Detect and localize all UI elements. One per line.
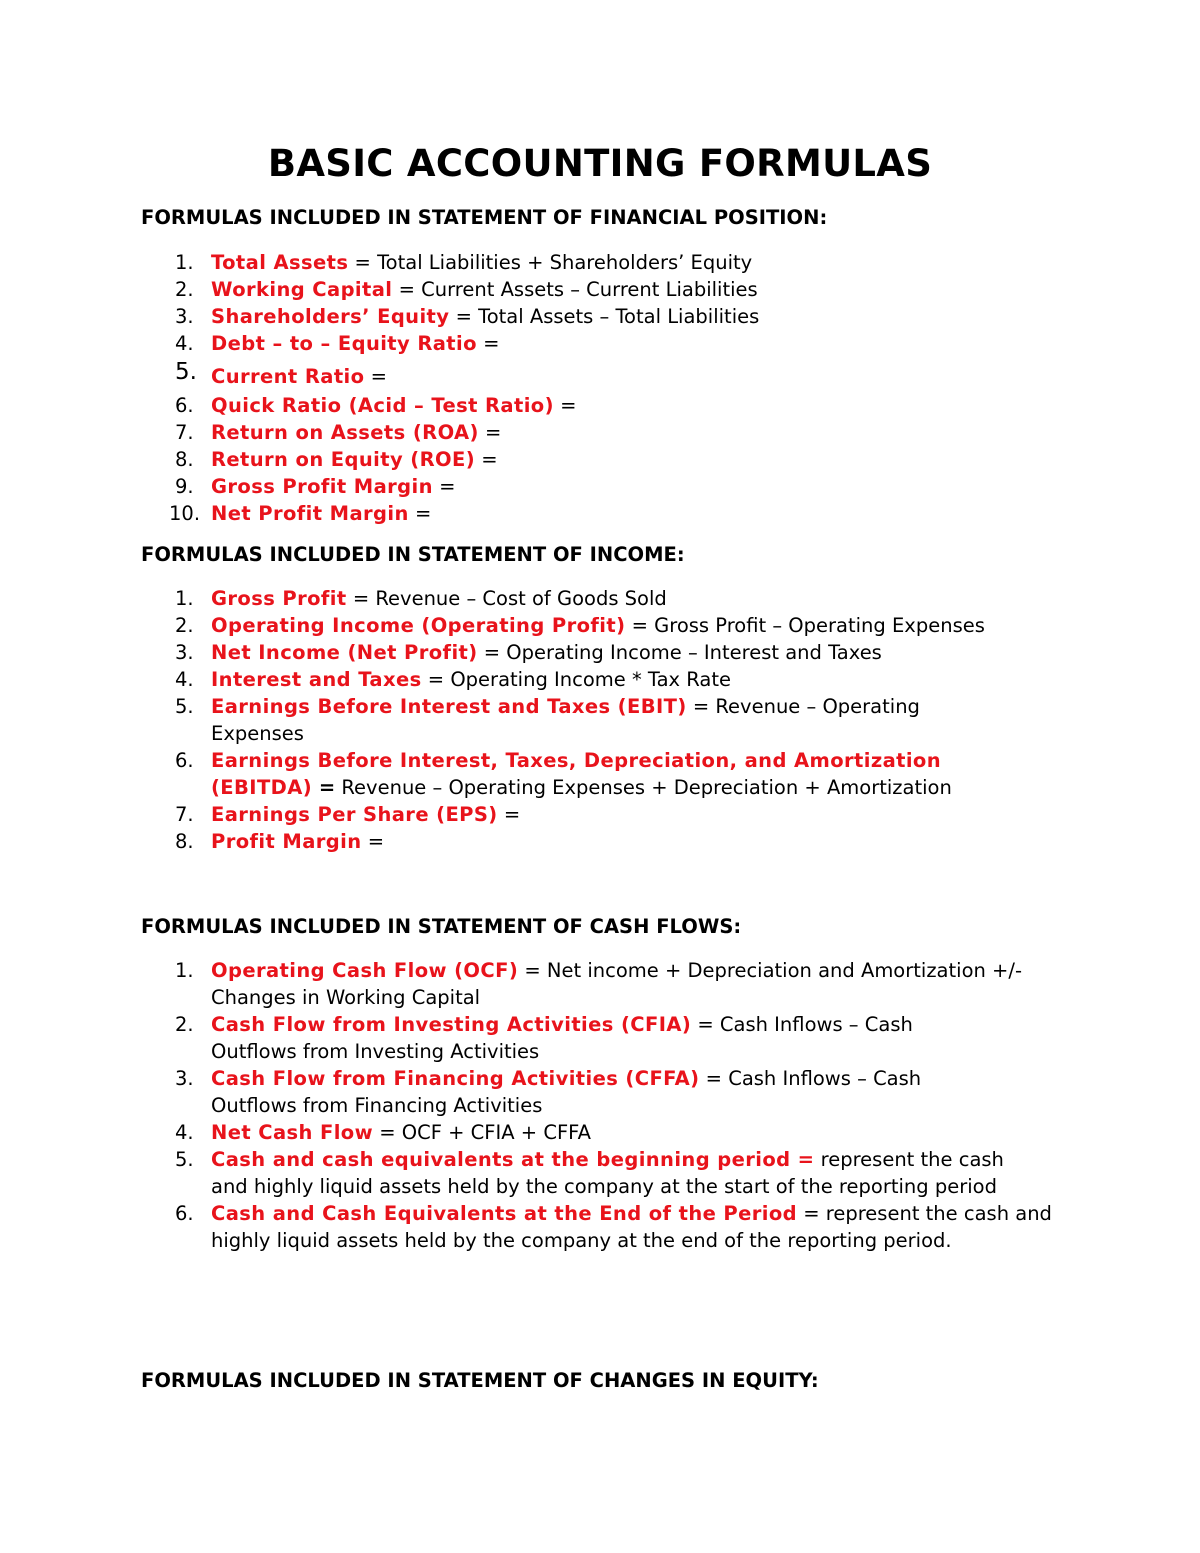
financial-position-formula-list [141, 249, 1071, 527]
formula-term: Net Cash Flow [211, 1121, 374, 1144]
list-number: 2. [175, 614, 194, 637]
formula-term: Cash and Cash Equivalents at the End of the Period [211, 1202, 798, 1225]
section-heading-changes-in-equity: FORMULAS INCLUDED IN STATEMENT OF CHANGES IN EQUITY: [141, 1369, 819, 1392]
formula-term: Current Ratio [211, 365, 365, 388]
list-number: 4. [175, 332, 194, 355]
list-number: 5. [175, 1148, 194, 1171]
list-item [141, 1146, 1021, 1200]
formula-term: Operating Income (Operating Profit) [211, 614, 626, 637]
formula-term: Total Assets [211, 251, 349, 274]
list-number: 6. [175, 749, 194, 772]
list-item [141, 639, 1071, 666]
formula-term: Net Profit Margin [211, 502, 409, 525]
formula-definition: = Gross Profit – Operating Expenses [625, 614, 985, 637]
formula-definition: = represent the cash and highly liquid assets held by the company at the end of the reporting period. [211, 1202, 1052, 1252]
list-number: 3. [175, 305, 194, 328]
formula-definition: = [497, 803, 521, 826]
list-item [141, 1200, 1061, 1254]
list-number: 5. [175, 359, 197, 385]
list-number: 4. [175, 668, 194, 691]
list-number: 1. [175, 587, 194, 610]
list-item [141, 357, 1071, 392]
formula-term: Cash Flow from Financing Activities (CFFA) [211, 1067, 700, 1090]
list-item [141, 330, 1071, 357]
list-item [141, 585, 1071, 612]
formula-definition: = Cash Inflows – Cash Outflows from Investing Activities [211, 1013, 913, 1063]
list-item [141, 249, 1071, 276]
formula-definition: = [475, 448, 498, 471]
list-item [141, 693, 981, 747]
formula-definition: = Operating Income – Interest and Taxes [477, 641, 882, 664]
formula-term: Interest and Taxes [211, 668, 422, 691]
formula-definition: = Revenue – Operating Expenses [211, 695, 920, 745]
formula-term: Earnings Per Share (EPS) [211, 803, 498, 826]
list-item [141, 419, 1071, 446]
list-number: 7. [175, 421, 194, 444]
page-title: BASIC ACCOUNTING FORMULAS [267, 142, 933, 185]
list-item [141, 1011, 981, 1065]
formula-definition: = [364, 365, 387, 388]
formula-term: Gross Profit Margin [211, 475, 433, 498]
list-number: 6. [175, 1202, 194, 1225]
formula-definition: = [432, 475, 456, 498]
formula-term: Cash Flow from Investing Activities (CFIA) [211, 1013, 692, 1036]
formula-term: Operating Cash Flow (OCF) [211, 959, 519, 982]
list-item [141, 276, 1071, 303]
formula-definition: = [408, 502, 432, 525]
list-item [141, 666, 1071, 693]
formula-definition: = Operating Income * Tax Rate [421, 668, 732, 691]
formula-term: Shareholders’ Equity [211, 305, 450, 328]
list-item [141, 747, 1041, 801]
formula-definition: Revenue – Operating Expenses + Depreciation + Amortization [335, 776, 952, 799]
formula-definition: represent the cash and highly liquid assets held by the company at the start of the reporting period [211, 1148, 1004, 1198]
section-heading-financial-position: FORMULAS INCLUDED IN STATEMENT OF FINANCIAL POSITION: [141, 206, 828, 229]
list-number: 8. [175, 830, 194, 853]
income-formula-list [141, 585, 1071, 855]
formula-term: Earnings Before Interest, Taxes, Depreciation, and Amortization (EBITDA) [211, 749, 942, 799]
list-number: 3. [175, 641, 194, 664]
list-item [141, 957, 1061, 1011]
list-number: 7. [175, 803, 194, 826]
list-item [141, 828, 1071, 855]
list-number: 2. [175, 1013, 194, 1036]
section-heading-cash-flows: FORMULAS INCLUDED IN STATEMENT OF CASH FLOWS: [141, 915, 742, 938]
list-item [141, 473, 1071, 500]
formula-definition: = [476, 332, 500, 355]
list-number: 10. [169, 502, 201, 525]
list-number: 6. [175, 394, 194, 417]
formula-term: Working Capital [211, 278, 393, 301]
formula-equals: = [312, 776, 336, 799]
formula-definition: = Cash Inflows – Cash Outflows from Financing Activities [211, 1067, 922, 1117]
formula-definition: = OCF + CFIA + CFFA [373, 1121, 591, 1144]
list-item [141, 1119, 1071, 1146]
list-number: 1. [175, 959, 194, 982]
formula-term: Return on Equity (ROE) [211, 448, 476, 471]
list-number: 3. [175, 1067, 194, 1090]
list-item [141, 801, 1071, 828]
formula-definition: = Total Assets – Total Liabilities [449, 305, 760, 328]
formula-term: Return on Assets (ROA) [211, 421, 479, 444]
list-number: 9. [175, 475, 194, 498]
list-item [141, 303, 1071, 330]
formula-term: Quick Ratio (Acid – Test Ratio) [211, 394, 554, 417]
list-number: 5. [175, 695, 194, 718]
list-item [141, 612, 1071, 639]
formula-term: Net Income (Net Profit) [211, 641, 478, 664]
formula-definition: = [361, 830, 385, 853]
formula-term: Gross Profit [211, 587, 347, 610]
formula-definition: = Total Liabilities + Shareholders’ Equity [348, 251, 753, 274]
formula-term: Profit Margin [211, 830, 362, 853]
formula-definition: = Revenue – Cost of Goods Sold [346, 587, 667, 610]
section-heading-income: FORMULAS INCLUDED IN STATEMENT OF INCOME: [141, 543, 685, 566]
formula-term: Cash and cash equivalents at the beginning period = [211, 1148, 815, 1171]
formula-term: Earnings Before Interest and Taxes (EBIT) [211, 695, 687, 718]
list-item [141, 446, 1071, 473]
list-number: 1. [175, 251, 194, 274]
list-item [141, 392, 1071, 419]
list-number: 4. [175, 1121, 194, 1144]
list-item [141, 1065, 991, 1119]
cash-flows-formula-list [141, 957, 1071, 1254]
list-number: 2. [175, 278, 194, 301]
formula-definition: = [553, 394, 577, 417]
list-item [141, 500, 1071, 527]
list-number: 8. [175, 448, 194, 471]
formula-definition: = Net income + Depreciation and Amortization +/- Changes in Working Capital [211, 959, 1023, 1009]
formula-term: Debt – to – Equity Ratio [211, 332, 477, 355]
formula-definition: = [478, 421, 502, 444]
formula-definition: = Current Assets – Current Liabilities [392, 278, 758, 301]
